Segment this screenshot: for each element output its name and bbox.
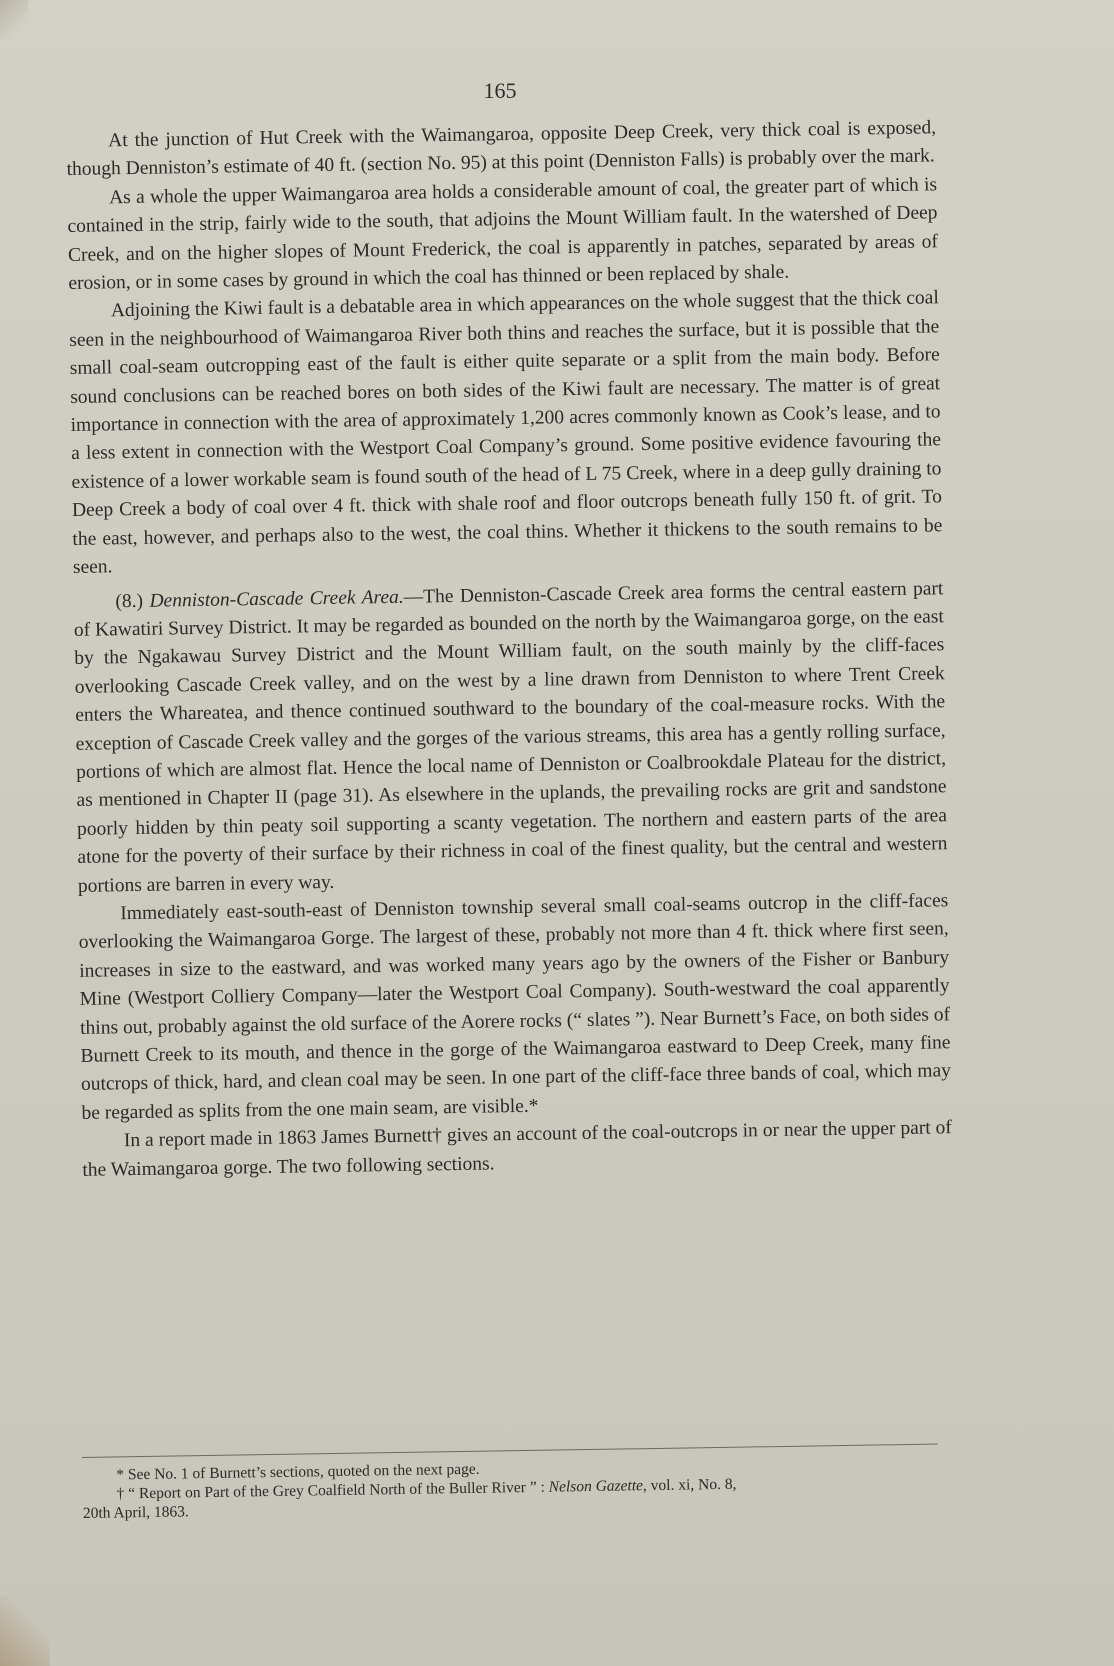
paragraph: Immediately east-south-east of Denniston township several small coal-seams outcrop in the cliff-faces overlooking the Waimangaroa Gorge. The largest of these, probably not more than 4 ft. thick where first seen, increases in size to the eastward, and was worked many years ago by the owners of the Fisher or Banbury Mine (Westport Colliery Company—later the Westport Coal Company). South-westward the coal apparently thins out, probably against the old surface of the Aorere rocks (“ slates ”). Near Burnett’s Face, on both sides of Burnett Creek to its mouth, and thence in the gorge of the Waimangaroa eastward to Deep Creek, many fine outcrops of thick, hard, and clean coal may be seen. In one part of the cliff-face three bands of coal, which may be regarded as splits from the one main seam, are visible.* bbox=[78, 890, 952, 1124]
page-number: 165 bbox=[483, 78, 517, 103]
paragraph: In a report made in 1863 James Burnett† gives an account of the coal-outcrops in or near the upper part of the Waimangaroa gorge. The two following sections. bbox=[82, 1117, 952, 1181]
paragraph: As a whole the upper Waimangaroa area holds a considerable amount of coal, the greater part of which is contained in the strip, fairly wide to the south, that adjoins the Mount William fault. In the watershed of Deep Creek, and on the higher slopes of Mount Frederick, the coal is apparently in patches, separated by areas of erosion, or in some cases by ground in which the coal has thinned or been replaced by shale. bbox=[67, 174, 939, 295]
paragraph: Adjoining the Kiwi fault is a debatable area in which appearances on the whole suggest that the thick coal seen in the neighbourhood of Waimangaroa River both thins and reaches the surface, but it is possible that the small coal-seam outcropping east of the fault is either quite separate or a split from the main body. Before sound conclusions can be reached bores on both sides of the Kiwi fault are necessary. The matter is of great importance in connection with the area of approximately 1,200 acres commonly known as Cook’s lease, and to a less extent in connection with the Westport Coal Company’s ground. Some positive evidence favouring the existence of a lower workable seam is found south of the head of L 75 Creek, where in a deep gully draining to Deep Creek a body of coal over 4 ft. thick with shale roof and floor outcrops beneath fully 150 ft. of grit. To the east, however, and perhaps also to the west, the coal thins. Whether it thickens to the south remains to be seen. bbox=[69, 287, 943, 579]
paragraph: At the junction of Hut Creek with the Waimangaroa, opposite Deep Creek, very thick coal is exposed, though Denniston’s estimate of 40 ft. (section No. 95) at this point (Denniston Falls) is probably over the mark. bbox=[66, 117, 937, 181]
section-number: (8.) bbox=[115, 590, 144, 612]
footnote-text: , vol. xi, No. 8, bbox=[642, 1475, 737, 1495]
section-text: —The Denniston-Cascade Creek area forms the central eastern part of Kawatiri Survey District. It may be regarded as bounded on the north by the Waimangaroa gorge, on the east by the Ngakawau Survey District and the Mount William fault, on the south mainly by the cliff-faces overlooking Cascade Creek valley, and on the west by a line drawn from Denniston to where Trent Creek enters the Whareatea, and thence continued southward to the boundary of the coal-measure rocks. With the exception of Cascade Creek valley and the gorges of the various streams, this area has a gently rolling surface, portions of which are almost flat. Hence the local name of Denniston or Coalbrookdale Plateau for the district, as mentioned in Chapter II (page 31). As elsewhere in the uplands, the prevailing rocks are grit and sandstone poorly hidden by thin peaty soil supporting a scanty vegetation. The northern and eastern parts of the area atone for the poverty of their surface by their richness in coal of the finest quality, but the central and western portions are barren in every way. bbox=[73, 577, 948, 897]
footnote-text: † “ Report on Part of the Grey Coalfield North of the Buller River ” : bbox=[116, 1478, 549, 1503]
page-corner-stain bbox=[0, 1596, 50, 1666]
footnotes bbox=[82, 1443, 943, 1523]
body-text bbox=[66, 114, 952, 1185]
section-paragraph bbox=[73, 575, 948, 901]
page-corner-shadow bbox=[0, 0, 28, 40]
footnote-journal: Nelson Gazette bbox=[548, 1477, 644, 1496]
footnote: * See No. 1 of Burnett’s sections, quoted on the next page. bbox=[116, 1460, 480, 1484]
section-heading: Denniston-Cascade Creek Area. bbox=[149, 586, 404, 612]
footnote-continuation: 20th April, 1863. bbox=[82, 1503, 189, 1522]
